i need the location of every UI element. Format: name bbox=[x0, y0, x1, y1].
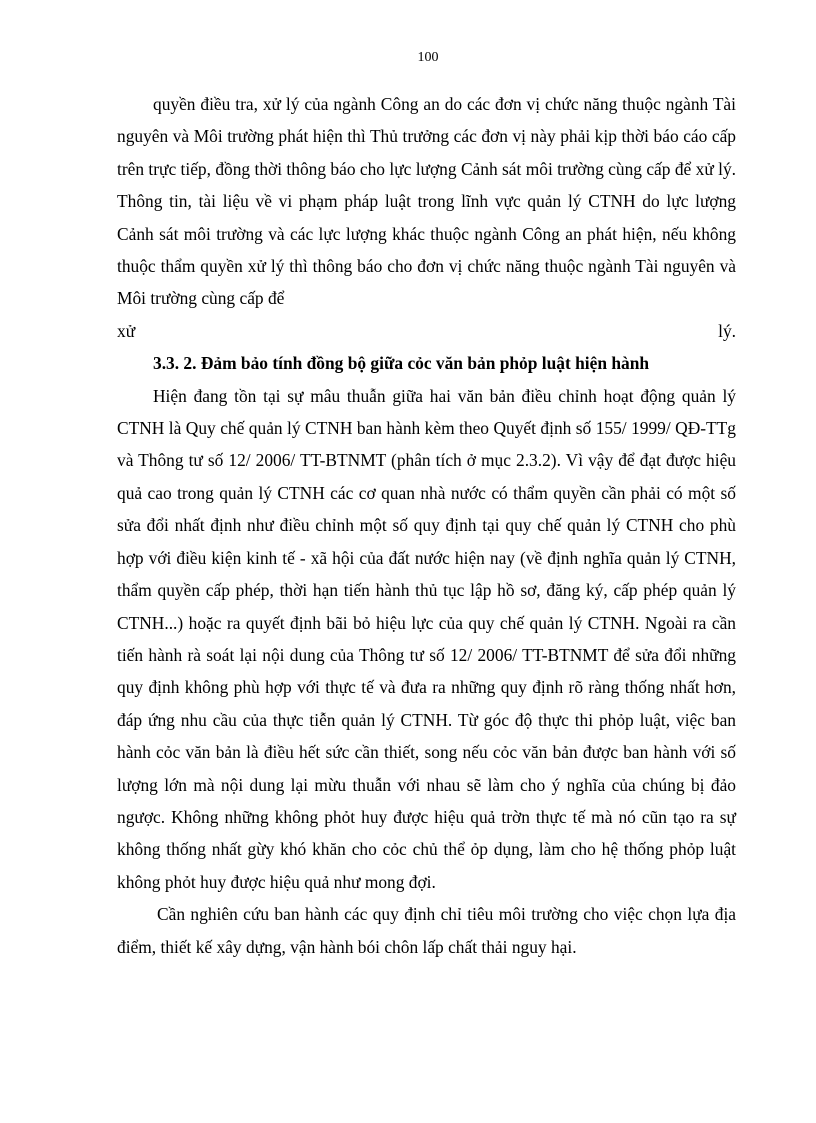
page-number: 100 bbox=[417, 50, 439, 65]
paragraph-2: Hiện đang tồn tại sự mâu thuẫn giữa hai văn bản điều chỉnh hoạt động quản lý CTNH là Quy chế quản lý CTNH ban hành kèm theo Quyết định số 155/ 1999/ QĐ-TTg và Thông tư số 12/ 2006/ TT-BTNMT (phân tích ở mục 2.3.2). Vì vậy để đạt được hiệu quả cao trong quản lý CTNH các cơ quan nhà nước có thẩm quyền cần phải có một số sửa đổi nhất định như điều chỉnh một số quy định tại quy chế quản lý CTNH cho phù hợp với điều kiện kinh tế - xã hội của đất nước hiện nay (về định nghĩa quản lý CTNH, thẩm quyền cấp phép, thời hạn tiến hành thủ tục lập hồ sơ, đăng ký, cấp phép quản lý CTNH...) hoặc ra quyết định bãi bỏ hiệu lực của quy chế quản lý CTNH. Ngoài ra cần tiến hành rà soát lại nội dung của Thông tư số 12/ 2006/ TT-BTNMT để sửa đổi những quy định không phù hợp với thực tế và đưa ra những quy định rõ ràng thống nhất hơn, đáp ứng nhu cầu của thực tiễn quản lý CTNH. Từ góc độ thực thi phỏp luật, việc ban hành cỏc văn bản là điều hết sức cần thiết, song nếu cỏc văn bản được ban hành với số lượng lớn mà nội dung lại mừu thuẫn với nhau sẽ làm cho ý nghĩa của chúng bị đảo ngược. Không những không phỏt huy được hiệu quả trờn thực tế mà nó cũn tạo ra sự không thống nhất gừy khó khăn cho cỏc chủ thể ỏp dụng, làm cho hệ thống phỏp luật không phỏt huy được hiệu quả như mong đợi. bbox=[117, 385, 736, 892]
section-heading: 3.3. 2. Đảm bảo tính đồng bộ giữa cỏc văn bản phỏp luật hiện hành bbox=[153, 353, 650, 374]
paragraph-1-end-right: lý. bbox=[718, 320, 736, 341]
document-body bbox=[117, 88, 736, 963]
paragraph-1: quyền điều tra, xử lý của ngành Công an do các đơn vị chức năng thuộc ngành Tài nguyên và Môi trường phát hiện thì Thủ trưởng các đơn vị này phải kịp thời báo cáo cấp trên trực tiếp, đồng thời thông báo cho lực lượng Cảnh sát môi trường cùng cấp để xử lý. Thông tin, tài liệu về vi phạm pháp luật trong lĩnh vực quản lý CTNH do lực lượng Cảnh sát môi trường và các lực lượng khác thuộc ngành Công an phát hiện, nếu không thuộc thẩm quyền xử lý thì thông báo cho đơn vị chức năng thuộc ngành Tài nguyên và Môi trường cùng cấp để bbox=[117, 94, 736, 309]
paragraph-1-end-left: xử bbox=[117, 320, 136, 341]
paragraph-3: Cần nghiên cứu ban hành các quy định chỉ tiêu môi trường cho việc chọn lựa địa điểm, thiết kế xây dựng, vận hành bói chôn lấp chất thải nguy hại. bbox=[117, 904, 736, 957]
paragraph-1-last-line bbox=[117, 315, 736, 347]
